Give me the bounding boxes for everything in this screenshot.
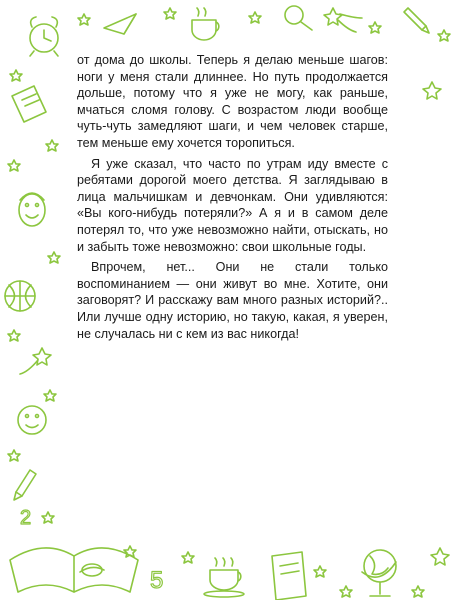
digit-five: 5	[150, 567, 164, 594]
digit-two: 2	[20, 507, 32, 529]
sticky-note-icon	[12, 86, 46, 122]
face-icon	[18, 406, 46, 434]
alarm-clock-icon	[30, 17, 58, 56]
paragraph-3: Впрочем, нет... Они не стали только воспоминанием — они живут во мне. Хотите, они заговорят? И расскажу вам много разных историй?.. Или лучше одну историю, но такую, какая, я уверен, не случалась ни с кем из вас никогда!	[77, 260, 388, 341]
open-book-icon	[10, 548, 138, 592]
paragraph-2: Я уже сказал, что часто по утрам иду вместе с ребятами дорогой моего детства. Я заглядываю в лица мальчишкам и девчонкам. Они удивляются: «Вы кого-нибудь потеряли?» А я и в самом деле потерял то, что уже невозможно найти, отыскать, но и забыть тоже невозможно: свои школьные годы.	[77, 156, 388, 254]
page-text	[77, 52, 388, 342]
paragraph-1: от дома до школы. Теперь я делаю меньше шагов: ноги у меня стали длиннее. Но путь продолжается дольше, потому что я уже не могу, как раньше, мчаться сломя голову. С возрастом люди вообще чуть-чуть замедляют шаги, и чем человек старше, тем меньше ему хочется торопиться.	[77, 53, 388, 150]
globe-icon	[362, 550, 396, 596]
coffee-cup-icon	[204, 558, 244, 597]
shooting-star-icon	[324, 8, 362, 32]
paper-plane-icon	[104, 14, 136, 34]
pencil-icon	[14, 470, 36, 500]
shooting-star-icon	[423, 82, 441, 99]
notebook-icon	[272, 552, 306, 600]
pencil-icon	[404, 8, 429, 33]
magnifier-icon	[285, 6, 312, 30]
coffee-cup-icon	[192, 8, 219, 40]
shooting-star-icon	[20, 348, 51, 374]
shooting-star-icon	[431, 548, 449, 565]
face-icon	[19, 193, 45, 226]
ball-icon	[5, 281, 35, 311]
